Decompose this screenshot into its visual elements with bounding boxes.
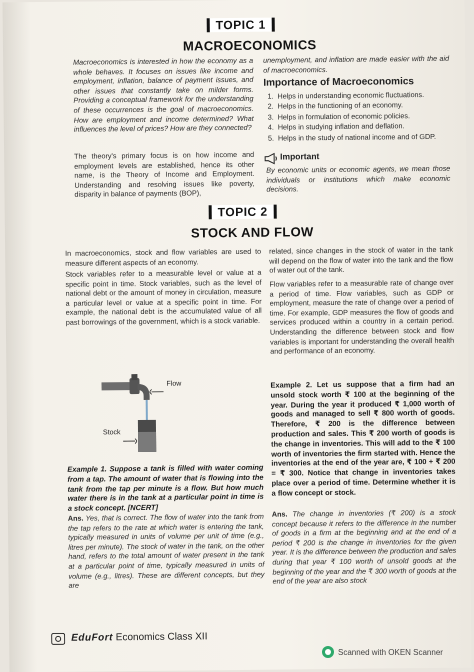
answer2-text: The change in inventories (₹ 200) is a stock concept because it refers to the difference in the number of goods in a firm at the beginning and at the end of a period ₹ 200 is the change in inventories for the given year. It is the difference between the production and sales during that year ₹ 100 worth of unsold goods at the beginning of the year and the ₹ 300 worth of goods at the end of the year are also stock: [272, 508, 457, 586]
footer-subject: Economics Class XII: [116, 631, 208, 643]
scanner-watermark: [322, 646, 443, 658]
importance-item: 2. Helps in the functioning of an economy.: [276, 100, 466, 112]
answer2-label: Ans.: [272, 509, 288, 518]
topic2-right-para1: related, since changes in the stock of water in the tank will depend on the flow of water into the tank and the flow of water out of the tank.: [269, 245, 453, 276]
topic2-badge: TOPIC 2: [209, 205, 277, 220]
megaphone-icon: [264, 152, 278, 164]
figure-stock-label: Stock: [103, 429, 121, 436]
topic1-right-para: unemployment, and inflation are made easier with the aid of macroeconomics.: [263, 54, 449, 75]
example2-text: Example 2. Let us suppose that a firm had an unsold stock worth ₹ 100 at the beginning of the year. During the year it produced ₹ 1,000 worth of goods and managed to sell ₹ 800 worth of goods. Therefore, ₹ 200 is the difference between production and sales. This ₹ 200 worth of goods is the change in inventories. This will add to the ₹ 100 worth of inventories the firm started with. Hence the inventories at the end of the year are, ₹ 100 + ₹ 200 = ₹ 300. Notice that change in inventories takes place over a period of time. Determine whether it is a flow concept or stock.: [270, 379, 455, 498]
topic1-left-para2: The theory's primary focus is on how income and employment levels are established, hence its other name, is the Theory of Income and Employment. Understanding and resolving issues like poverty, disparity in balance of payments (BOP),: [74, 150, 254, 200]
footer: [71, 631, 207, 643]
scanner-text: Scanned with OKEN Scanner: [338, 648, 443, 657]
flow-arrow-icon: [149, 382, 163, 388]
answer1-text: Yes, that is correct. The flow of water into the tank from the tap refers to the rate at which water is entering the tank, typically measured in units of volume per unit of time (e.g., litres per minute). The stock of water in the tank, on the other hand, refers to the total amount of water present in the tank at a particular point of time, typically measured in units of volume (e.g., litres). These are different concepts, but they are: [68, 512, 265, 590]
answer2-block: [272, 508, 457, 587]
important-label: Important: [280, 151, 319, 161]
scanner-logo-icon: [322, 646, 334, 658]
answer1-label: Ans.: [68, 514, 84, 523]
topic2-left-para1: In macroeconomics, stock and flow variables are used to measure different aspects of an economy.: [65, 247, 261, 268]
figure-flow-label: Flow: [166, 381, 181, 388]
topic1-left-para1: Macroeconomics is interested in how the economy as a whole behaves. It focuses on issues like income and employment, inflation, balance of payment issues, and other issues that constantly take on milder forms. Providing a conceptual framework for the understanding of these occurrences is the goal of macroeconomics. How are employment and income determined? What influences the level of prices? How are they connected?: [73, 56, 254, 135]
importance-heading: Importance of Macroeconomics: [263, 76, 414, 89]
topic2-left-para2: Stock variables refer to a measurable level or value at a specific point in time. Stock variables, such as the level of national debt or the amount of money in circulation, measure a particular level or value at a specific point in time. For example, the national debt is the accumulated value of all past borrowings of the government, which is a stock variable.: [65, 268, 262, 328]
answer1-block: [68, 512, 265, 591]
example1-text: Example 1. Suppose a tank is filled with water coming from a tap. The amount of water that is flowing into the tank from the tap per minute is a flow. But how much water there is in the tank at a particular point in time is a stock concept. [NCERT]: [67, 463, 264, 514]
topic2-right-para2: Flow variables refer to a measurable rate of change over a period of time. Flow variables, such as GDP or employment, measure the rate of change over a period of time. For example, GDP measures the flow of goods and services produced within a country in a certain period. Understanding the difference between stock and flow variables is important for understanding the overall health and performance of an economy.: [269, 278, 454, 357]
book-icon: [51, 632, 65, 644]
important-note: By economic units or economic agents, we mean those individuals or institutions which make economic decisions.: [266, 164, 450, 195]
topic1-badge: TOPIC 1: [207, 18, 275, 33]
stock-arrow-icon: [123, 431, 137, 437]
importance-item: 4. Helps in studying inflation and deflation.: [276, 121, 466, 133]
topic2-title: STOCK AND FLOW: [191, 224, 314, 240]
importance-item: 1. Helps in understanding economic fluctuations.: [275, 90, 465, 102]
importance-item: 3. Helps in formulation of economic policies.: [276, 110, 466, 122]
importance-item: 5. Helps in the study of national income and of GDP.: [276, 131, 466, 143]
scanned-page: [3, 0, 472, 672]
importance-list: [261, 90, 466, 144]
topic1-title: MACROECONOMICS: [183, 37, 317, 53]
footer-brand: EduFort: [71, 632, 113, 643]
